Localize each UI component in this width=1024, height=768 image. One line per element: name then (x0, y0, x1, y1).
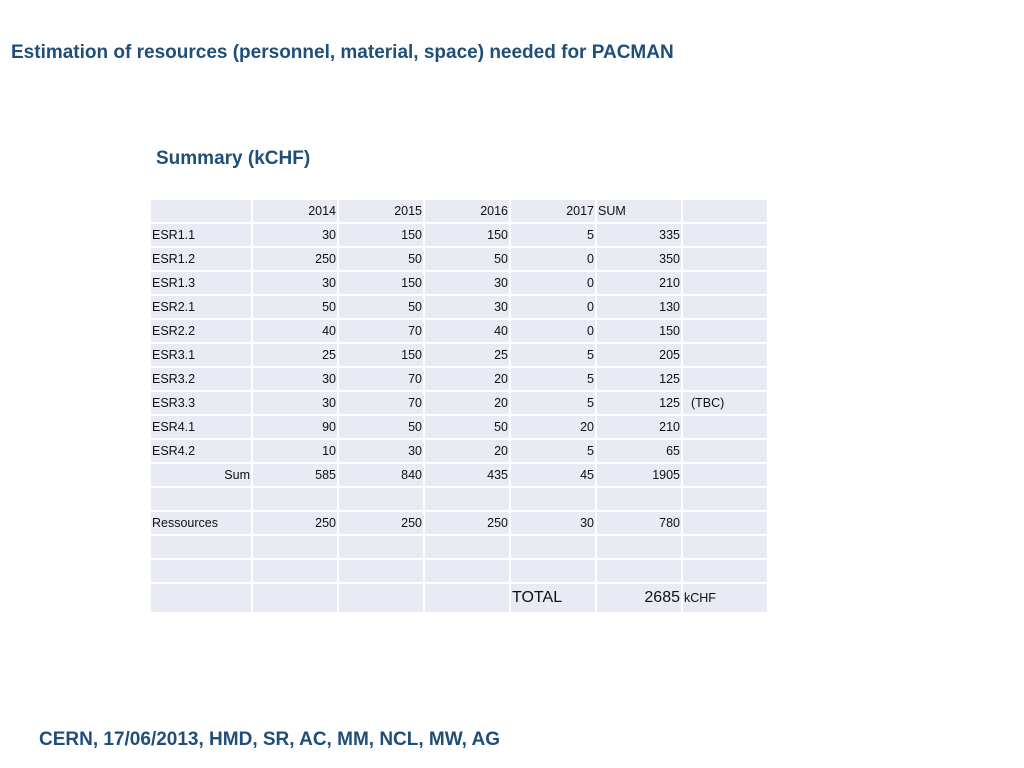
value-cell: 40 (424, 319, 510, 343)
row-label: ESR1.3 (150, 271, 252, 295)
sum-value-cell: 435 (424, 463, 510, 487)
resources-row (150, 511, 768, 535)
table-row (150, 295, 768, 319)
empty-cell (596, 487, 682, 511)
value-cell: 30 (424, 271, 510, 295)
empty-cell (596, 559, 682, 583)
value-cell: 50 (338, 295, 424, 319)
row-label: ESR2.2 (150, 319, 252, 343)
value-cell: 150 (424, 223, 510, 247)
value-cell: 50 (424, 247, 510, 271)
empty-cell (510, 559, 596, 583)
table-row (150, 439, 768, 463)
sum-value-cell: 840 (338, 463, 424, 487)
table-row (150, 223, 768, 247)
table-row (150, 271, 768, 295)
value-cell: 0 (510, 247, 596, 271)
header-cell-year: 2015 (338, 199, 424, 223)
value-cell: 20 (510, 415, 596, 439)
summary-table (149, 198, 769, 614)
value-cell: 25 (424, 343, 510, 367)
empty-cell (682, 559, 768, 583)
note-cell (682, 415, 768, 439)
total-row (150, 583, 768, 613)
header-cell-year: 2014 (252, 199, 338, 223)
row-label: ESR3.1 (150, 343, 252, 367)
value-cell: 10 (252, 439, 338, 463)
value-cell: 40 (252, 319, 338, 343)
total-value: 2685 (596, 583, 682, 613)
total-label: TOTAL (510, 583, 596, 613)
empty-cell (424, 487, 510, 511)
row-label: ESR4.2 (150, 439, 252, 463)
value-cell: 0 (510, 319, 596, 343)
summary-heading: Summary (kCHF) (156, 148, 311, 169)
value-cell: 20 (424, 367, 510, 391)
sum-row (150, 463, 768, 487)
resources-label: Ressources (150, 511, 252, 535)
value-cell: 335 (596, 223, 682, 247)
header-cell-sum: SUM (596, 199, 682, 223)
value-cell: 150 (338, 271, 424, 295)
spacer-row (150, 559, 768, 583)
note-cell (682, 223, 768, 247)
sum-label: Sum (150, 463, 252, 487)
header-cell (150, 199, 252, 223)
value-cell: 25 (252, 343, 338, 367)
note-cell (682, 343, 768, 367)
empty-cell (338, 487, 424, 511)
table-row (150, 247, 768, 271)
resources-value-cell: 250 (252, 511, 338, 535)
note-cell (682, 367, 768, 391)
empty-cell (424, 583, 510, 613)
value-cell: 350 (596, 247, 682, 271)
value-cell: 125 (596, 391, 682, 415)
resources-value-cell: 250 (424, 511, 510, 535)
empty-cell (682, 463, 768, 487)
sum-value-cell: 1905 (596, 463, 682, 487)
value-cell: 0 (510, 271, 596, 295)
value-cell: 70 (338, 319, 424, 343)
row-label: ESR2.1 (150, 295, 252, 319)
value-cell: 150 (338, 343, 424, 367)
empty-cell (682, 535, 768, 559)
empty-cell (682, 511, 768, 535)
value-cell: 5 (510, 343, 596, 367)
value-cell: 65 (596, 439, 682, 463)
empty-cell (338, 535, 424, 559)
note-cell (682, 271, 768, 295)
header-cell (682, 199, 768, 223)
row-label: ESR3.2 (150, 367, 252, 391)
value-cell: 70 (338, 367, 424, 391)
value-cell: 90 (252, 415, 338, 439)
value-cell: 30 (252, 223, 338, 247)
empty-cell (424, 535, 510, 559)
value-cell: 30 (252, 367, 338, 391)
empty-cell (682, 487, 768, 511)
empty-cell (338, 583, 424, 613)
value-cell: 30 (424, 295, 510, 319)
footer: CERN, 17/06/2013, HMD, SR, AC, MM, NCL, MW, AG (39, 729, 501, 750)
empty-cell (252, 583, 338, 613)
value-cell: 0 (510, 295, 596, 319)
empty-cell (510, 535, 596, 559)
note-cell (682, 319, 768, 343)
table-row (150, 343, 768, 367)
row-label: ESR1.2 (150, 247, 252, 271)
value-cell: 30 (252, 391, 338, 415)
resources-value-cell: 30 (510, 511, 596, 535)
empty-cell (596, 535, 682, 559)
value-cell: 50 (424, 415, 510, 439)
value-cell: 20 (424, 439, 510, 463)
total-unit: kCHF (682, 583, 768, 613)
value-cell: 5 (510, 439, 596, 463)
note-cell (682, 247, 768, 271)
value-cell: 50 (338, 247, 424, 271)
row-label: ESR4.1 (150, 415, 252, 439)
table-row (150, 391, 768, 415)
value-cell: 130 (596, 295, 682, 319)
value-cell: 50 (252, 295, 338, 319)
table-row (150, 319, 768, 343)
sum-value-cell: 45 (510, 463, 596, 487)
row-label: ESR1.1 (150, 223, 252, 247)
empty-cell (252, 559, 338, 583)
note-cell (682, 439, 768, 463)
spacer-row (150, 487, 768, 511)
value-cell: 125 (596, 367, 682, 391)
value-cell: 30 (338, 439, 424, 463)
resources-value-cell: 250 (338, 511, 424, 535)
value-cell: 70 (338, 391, 424, 415)
value-cell: 50 (338, 415, 424, 439)
value-cell: 250 (252, 247, 338, 271)
empty-cell (424, 559, 510, 583)
empty-cell (150, 583, 252, 613)
sum-value-cell: 585 (252, 463, 338, 487)
value-cell: 5 (510, 367, 596, 391)
empty-cell (510, 487, 596, 511)
resources-value-cell: 780 (596, 511, 682, 535)
empty-cell (252, 487, 338, 511)
header-row (150, 199, 768, 223)
note-cell: (TBC) (682, 391, 768, 415)
value-cell: 5 (510, 391, 596, 415)
header-cell-year: 2017 (510, 199, 596, 223)
value-cell: 20 (424, 391, 510, 415)
empty-cell (252, 535, 338, 559)
note-cell (682, 295, 768, 319)
row-label: ESR3.3 (150, 391, 252, 415)
value-cell: 5 (510, 223, 596, 247)
spacer-row (150, 535, 768, 559)
value-cell: 210 (596, 415, 682, 439)
table-row (150, 367, 768, 391)
value-cell: 150 (338, 223, 424, 247)
value-cell: 205 (596, 343, 682, 367)
header-cell-year: 2016 (424, 199, 510, 223)
value-cell: 210 (596, 271, 682, 295)
value-cell: 150 (596, 319, 682, 343)
empty-cell (338, 559, 424, 583)
empty-cell (150, 487, 252, 511)
empty-cell (150, 559, 252, 583)
table-row (150, 415, 768, 439)
empty-cell (150, 535, 252, 559)
slide-title: Estimation of resources (personnel, material, space) needed for PACMAN (11, 42, 674, 63)
value-cell: 30 (252, 271, 338, 295)
